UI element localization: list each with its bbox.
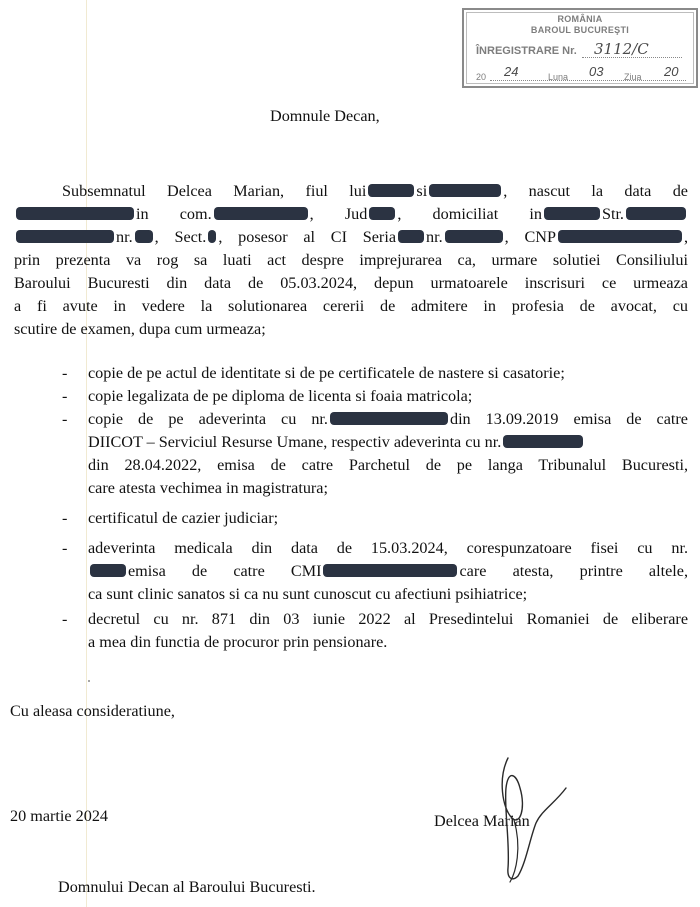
scan-speck [88, 680, 90, 682]
signatory-name: Delcea Marian [434, 812, 530, 830]
stamp-year-value: 20 [664, 64, 679, 79]
list-item-continuation: emisa de catre CMI care atesta, printre altele, [88, 560, 688, 582]
redaction-block [330, 412, 448, 425]
paragraph-line-6: a fi avute in vedere la solutionarea cererii de admitere in profesia de avocat, cu [14, 297, 688, 315]
stamp-registration-label: ÎNREGISTRARE Nr. [476, 45, 577, 57]
redaction-block [544, 207, 600, 220]
paragraph-line-2: in com. , Jud , domiciliat in Str. [14, 203, 688, 225]
list-item: adeverinta medicala din data de 15.03.2024, corespunzatoare fisei cu nr. [88, 539, 688, 557]
list-item: copie de pe adeverinta cu nr. din 13.09.2019 emisa de catre [88, 410, 688, 428]
bullet-marker: - [62, 539, 68, 557]
bullet-marker: - [62, 364, 68, 382]
redaction-block [323, 564, 457, 577]
redaction-block [369, 207, 395, 220]
redaction-block [368, 184, 414, 197]
list-item: copie legalizata de pe diploma de licenta si foaia matricola; [88, 387, 473, 405]
stamp-institution: BAROUL BUCUREŞTI [530, 25, 630, 35]
bullet-marker: - [62, 387, 68, 405]
list-item-continuation: a mea din functia de procuror prin pensionare. [88, 633, 388, 651]
addressee-footer: Domnului Decan al Baroului Bucuresti. [58, 878, 316, 896]
bullet-marker: - [62, 610, 68, 628]
stamp-year-label: Ziua [624, 72, 642, 82]
redaction-block [445, 230, 503, 243]
redaction-block [214, 207, 308, 220]
stamp-country: ROMÂNIA [557, 14, 603, 24]
document-date: 20 martie 2024 [10, 807, 109, 825]
redaction-block [429, 184, 501, 197]
stamp-registration-number: 3112/C [594, 40, 649, 58]
list-item: copie de pe actul de identitate si de pe certificatele de nastere si casatorie; [88, 364, 565, 382]
paragraph-line-3: nr. , Sect. , posesor al CI Seria nr. , CNP , [14, 226, 688, 248]
registration-stamp [462, 8, 698, 88]
redaction-block [135, 230, 153, 243]
list-item: decretul cu nr. 871 din 03 iunie 2022 al Presedintelui Romaniei de eliberare [88, 610, 688, 628]
redaction-block [626, 207, 686, 220]
paper-fold-line [86, 0, 87, 907]
stamp-day-value: 24 [504, 64, 519, 79]
paragraph-line-1: Subsemnatul Delcea Marian, fiul lui si , nascut la data de [62, 182, 688, 200]
stamp-date-line [490, 80, 686, 81]
list-item-continuation: care atesta vechimea in magistratura; [88, 479, 328, 497]
handwritten-signature [468, 748, 578, 888]
redaction-block [16, 207, 134, 220]
greeting: Domnule Decan, [270, 107, 380, 125]
list-item-continuation: din 28.04.2022, emisa de catre Parchetul de pe langa Tribunalul Bucuresti, [88, 456, 688, 474]
redaction-block [208, 230, 216, 243]
paragraph-line-7: scutire de examen, dupa cum urmeaza; [14, 320, 266, 338]
paragraph-line-4: prin prezenta va rog sa luati act despre imprejurarea ca, urmare solutiei Consiliului [14, 251, 688, 269]
redaction-block [90, 564, 126, 577]
list-item-continuation: DIICOT – Serviciul Resurse Umane, respectiv adeverinta cu nr. [88, 431, 585, 453]
stamp-month-value: 03 [589, 64, 604, 79]
closing-formula: Cu aleasa consideratiune, [10, 702, 175, 720]
stamp-day-label: 20 [476, 72, 487, 82]
list-item: certificatul de cazier judiciar; [88, 509, 279, 527]
redaction-block [398, 230, 424, 243]
redaction-block [558, 230, 682, 243]
paragraph-line-5: Baroului Bucuresti din data de 05.03.2024, depun urmatoarele inscrisuri ce urmeaza [14, 274, 688, 292]
redaction-block [503, 435, 583, 448]
list-item-continuation: ca sunt clinic sanatos si ca nu sunt cunoscut cu afectiuni psihiatrice; [88, 585, 528, 603]
bullet-marker: - [62, 509, 68, 527]
redaction-block [16, 230, 114, 243]
stamp-month-label: Luna [548, 72, 569, 82]
bullet-marker: - [62, 410, 68, 428]
